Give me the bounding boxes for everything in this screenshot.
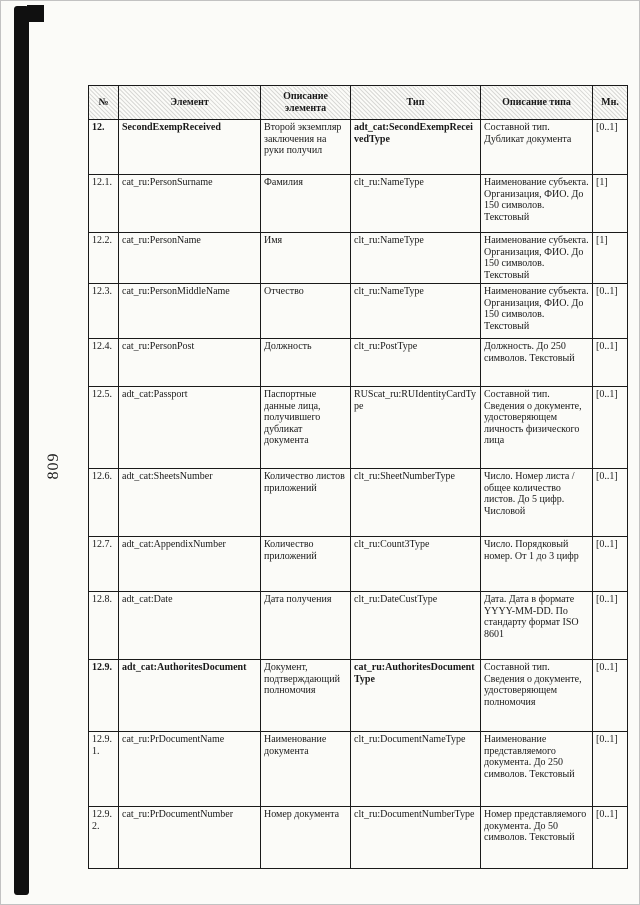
table-row [89,660,628,732]
cell-num: 12.6. [89,469,119,537]
cell-type-desc: Наименование субъекта. Организация, ФИО. До 150 символов. Текстовый [481,284,593,339]
cell-type-desc: Наименование субъекта. Организация, ФИО. До 150 символов. Текстовый [481,175,593,233]
cell-type-desc: Номер представляемого документа. До 50 символов. Текстовый [481,807,593,869]
cell-element-desc: Номер документа [261,807,351,869]
cell-num: 12.3. [89,284,119,339]
cell-element-desc: Количество приложений [261,537,351,592]
cell-type: RUScat_ru:RUIdentityCardType [351,387,481,469]
header-mult: Мн. [593,86,628,120]
table-row [89,387,628,469]
scan-corner-mark [27,5,44,22]
cell-element: adt_cat:Date [119,592,261,660]
cell-type: clt_ru:Count3Type [351,537,481,592]
table-row [89,339,628,387]
cell-mult: [0..1] [593,469,628,537]
cell-num: 12.7. [89,537,119,592]
cell-mult: [0..1] [593,284,628,339]
cell-element: adt_cat:AuthoritesDocument [119,660,261,732]
cell-element: cat_ru:PersonPost [119,339,261,387]
spec-table-zone [88,85,627,869]
cell-mult: [0..1] [593,807,628,869]
cell-num: 12. [89,120,119,175]
cell-num: 12.9.1. [89,732,119,807]
cell-num: 12.9. [89,660,119,732]
cell-num: 12.8. [89,592,119,660]
cell-element: adt_cat:AppendixNumber [119,537,261,592]
cell-element-desc: Количество листов приложений [261,469,351,537]
cell-element: SecondExempReceived [119,120,261,175]
cell-element-desc: Должность [261,339,351,387]
cell-element: cat_ru:PrDocumentName [119,732,261,807]
cell-mult: [0..1] [593,732,628,807]
cell-type-desc: Должность. До 250 символов. Текстовый [481,339,593,387]
cell-element-desc: Второй экземпляр заключения на руки получил [261,120,351,175]
scan-binding-bar [14,6,29,895]
cell-type: adt_cat:SecondExempReceivedType [351,120,481,175]
cell-mult: [0..1] [593,660,628,732]
cell-type: clt_ru:PostType [351,339,481,387]
page-number: 809 [45,452,62,480]
cell-mult: [0..1] [593,339,628,387]
cell-mult: [0..1] [593,120,628,175]
cell-element: cat_ru:PrDocumentNumber [119,807,261,869]
cell-element: cat_ru:PersonSurname [119,175,261,233]
cell-mult: [0..1] [593,387,628,469]
cell-type-desc: Наименование субъекта. Организация, ФИО. До 150 символов. Текстовый [481,233,593,284]
cell-element: cat_ru:PersonMiddleName [119,284,261,339]
cell-element-desc: Имя [261,233,351,284]
cell-mult: [1] [593,175,628,233]
header-type: Тип [351,86,481,120]
cell-type: clt_ru:DocumentNameType [351,732,481,807]
cell-element-desc: Паспортные данные лица, получившего дубликат документа [261,387,351,469]
header-type-desc: Описание типа [481,86,593,120]
cell-type-desc: Дата. Дата в формате YYYY-MM-DD. По стандарту формат ISO 8601 [481,592,593,660]
header-row [89,86,628,120]
cell-element-desc: Наименование документа [261,732,351,807]
cell-type-desc: Наименование представляемого документа. До 250 символов. Текстовый [481,732,593,807]
cell-type-desc: Составной тип. Сведения о документе, удостоверяющем личность физического лица [481,387,593,469]
cell-mult: [1] [593,233,628,284]
header-num: № [89,86,119,120]
cell-type-desc: Составной тип. Дубликат документа [481,120,593,175]
header-element-desc: Описание элемента [261,86,351,120]
cell-element: adt_cat:SheetsNumber [119,469,261,537]
cell-element-desc: Фамилия [261,175,351,233]
table-row [89,537,628,592]
table-row [89,175,628,233]
cell-num: 12.9.2. [89,807,119,869]
cell-element: cat_ru:PersonName [119,233,261,284]
cell-type: clt_ru:DateCustType [351,592,481,660]
table-row [89,469,628,537]
table-row [89,732,628,807]
table-row [89,120,628,175]
cell-type: cat_ru:AuthoritesDocumentType [351,660,481,732]
cell-element-desc: Отчество [261,284,351,339]
cell-num: 12.1. [89,175,119,233]
cell-type: clt_ru:SheetNumberType [351,469,481,537]
table-body [89,120,628,869]
cell-type-desc: Число. Порядковый номер. От 1 до 3 цифр [481,537,593,592]
cell-type: clt_ru:NameType [351,284,481,339]
table-row [89,592,628,660]
cell-type: clt_ru:NameType [351,233,481,284]
cell-type-desc: Составной тип. Сведения о документе, удостоверяющем полномочия [481,660,593,732]
cell-type: clt_ru:DocumentNumberType [351,807,481,869]
cell-type-desc: Число. Номер листа / общее количество листов. До 5 цифр. Числовой [481,469,593,537]
cell-element-desc: Документ, подтверждающий полномочия [261,660,351,732]
cell-num: 12.4. [89,339,119,387]
cell-mult: [0..1] [593,537,628,592]
table-row [89,284,628,339]
cell-num: 12.2. [89,233,119,284]
cell-mult: [0..1] [593,592,628,660]
cell-element: adt_cat:Passport [119,387,261,469]
header-element: Элемент [119,86,261,120]
cell-num: 12.5. [89,387,119,469]
table-row [89,807,628,869]
cell-element-desc: Дата получения [261,592,351,660]
spec-table [88,85,628,869]
table-row [89,233,628,284]
cell-type: clt_ru:NameType [351,175,481,233]
